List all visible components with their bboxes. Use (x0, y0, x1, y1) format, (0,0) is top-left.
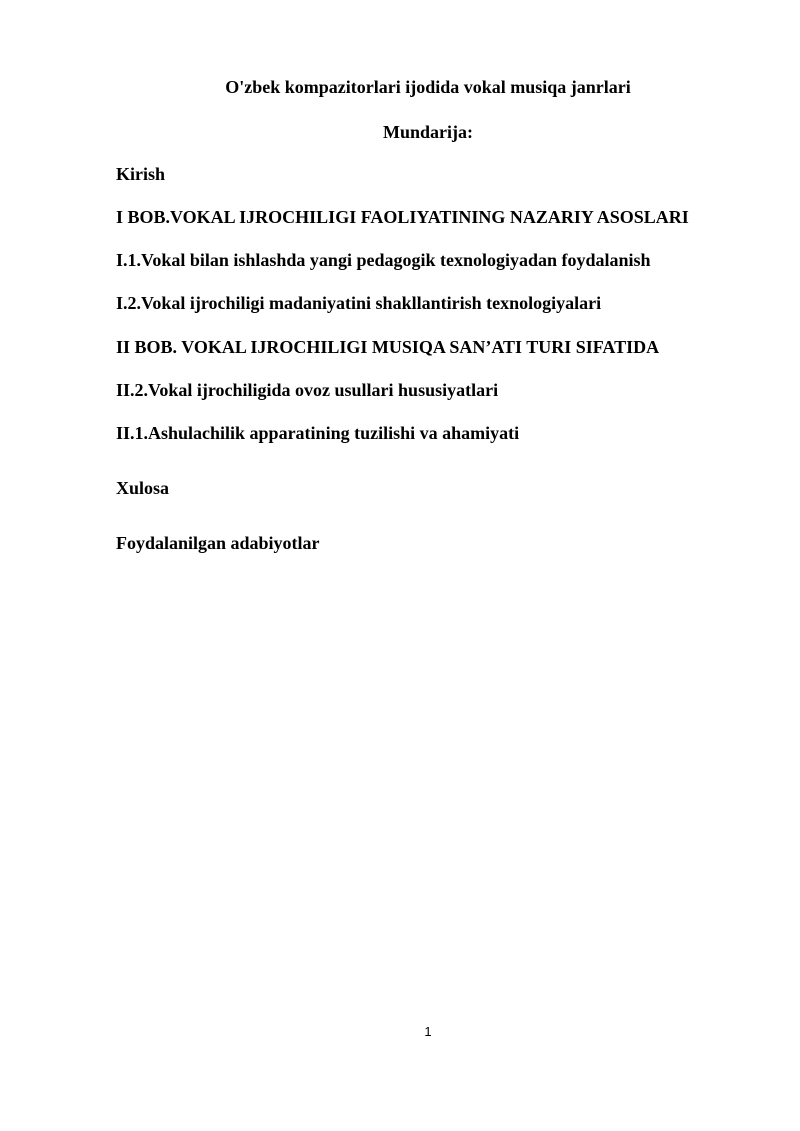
toc-item-chapter-1: I BOB.VOKAL IJROCHILIGI FAOLIYATINING NAZARIY ASOSLARI (116, 207, 689, 227)
toc-item-section-2-1: II.1.Ashulachilik apparatining tuzilishi va ahamiyati (116, 423, 520, 443)
page-number: 1 (424, 1024, 432, 1039)
toc-item-section-2-2: II.2.Vokal ijrochiligida ovoz usullari hususiyatlari (116, 380, 499, 400)
toc-item-section-1-1: I.1.Vokal bilan ishlashda yangi pedagogik texnologiyadan foydalanish (116, 250, 651, 270)
toc-item-section-1-2: I.2.Vokal ijrochiligi madaniyatini shakllantirish texnologiyalari (116, 293, 602, 313)
toc-item-chapter-2: II BOB. VOKAL IJROCHILIGI MUSIQA SAN’ATI TURI SIFATIDA (116, 337, 660, 357)
document-title: O'zbek kompazitorlari ijodida vokal musiqa janrlari (225, 77, 631, 97)
toc-heading: Mundarija: (383, 122, 473, 142)
toc-item-references: Foydalanilgan adabiyotlar (116, 533, 320, 553)
toc-item-kirish: Kirish (116, 164, 166, 184)
toc-item-xulosa: Xulosa (116, 478, 170, 498)
